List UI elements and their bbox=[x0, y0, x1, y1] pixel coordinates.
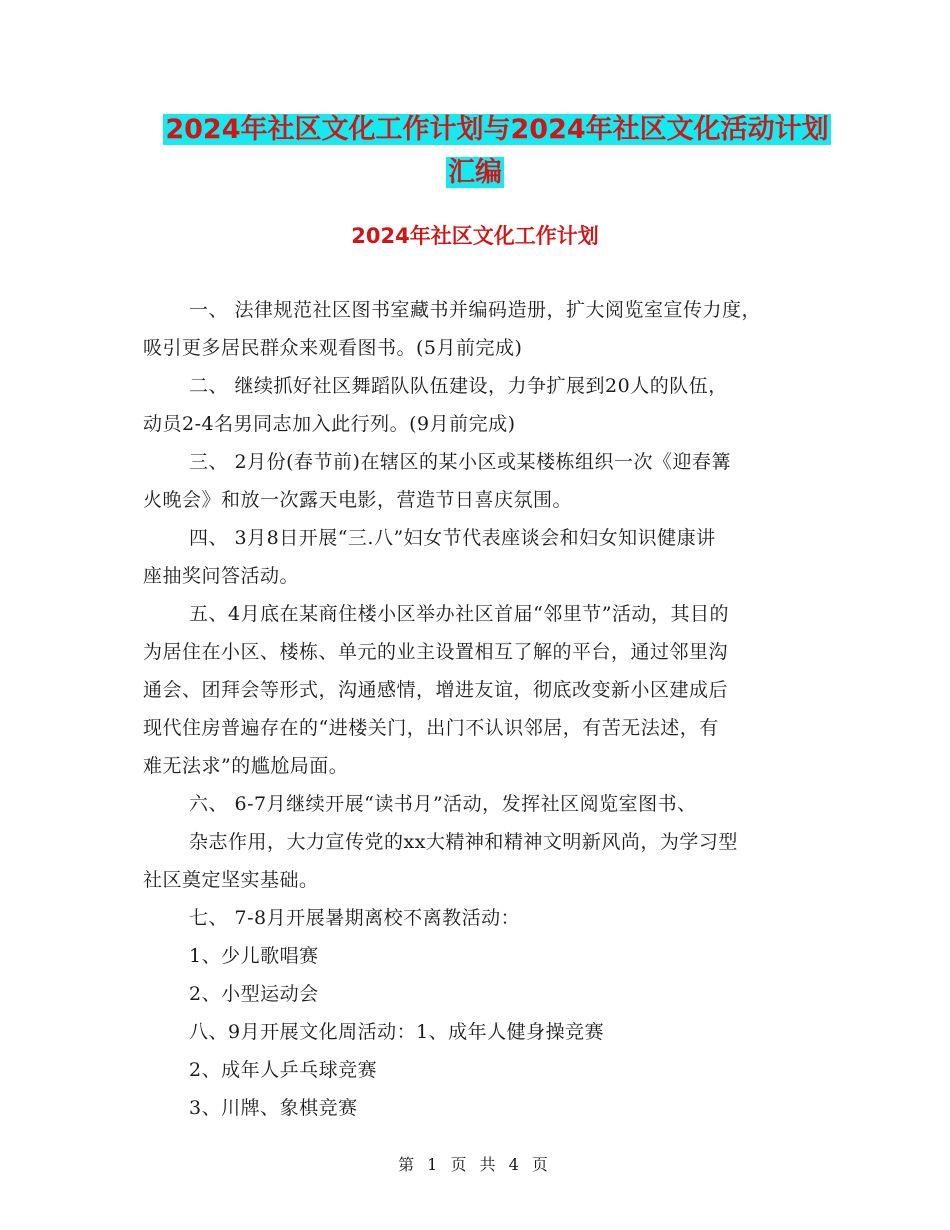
paragraph-line: 座抽奖问答活动。 bbox=[143, 565, 300, 587]
paragraph-line: 社区奠定坚实基础。 bbox=[143, 869, 319, 891]
paragraph-line: 2、成年人乒乓球竞赛 bbox=[189, 1059, 378, 1081]
paragraph-line: 现代住房普遍存在的“进楼关门，出门不认识邻居，有苦无法述，有 bbox=[143, 717, 719, 739]
document-title-text1: 2024年社区文化工作计划与2024年社区文化活动计划 bbox=[165, 114, 829, 145]
document-title-text2: 汇编 bbox=[448, 157, 502, 188]
paragraph-line: 三、 2月份(春节前)在辖区的某小区或某楼栋组织一次《迎春篝 bbox=[189, 451, 731, 473]
paragraph-line: 六、 6-7月继续开展“读书月”活动，发挥社区阅览室图书、 bbox=[189, 793, 697, 815]
paragraph-line: 四、 3月8日开展“三.八”妇女节代表座谈会和妇女知识健康讲 bbox=[189, 527, 716, 549]
paragraph-line: 八、9月开展文化周活动：1、成年人健身操竞赛 bbox=[189, 1021, 605, 1043]
paragraph-line: 难无法求”的尴尬局面。 bbox=[143, 755, 349, 777]
section-title: 2024年社区文化工作计划 bbox=[351, 224, 599, 248]
paragraph-line: 杂志作用，大力宣传党的xx大精神和精神文明新风尚，为学习型 bbox=[189, 831, 738, 853]
paragraph-line: 七、 7-8月开展暑期离校不离教活动： bbox=[189, 907, 521, 929]
document-title-line2 bbox=[0, 153, 950, 193]
paragraph-line: 火晚会》和放一次露天电影，营造节日喜庆氛围。 bbox=[143, 489, 573, 511]
paragraph-line: 吸引更多居民群众来观看图书。(5月前完成) bbox=[143, 337, 523, 359]
page-footer: 第 1 页 共 4 页 bbox=[398, 1155, 552, 1174]
document-title-line1 bbox=[22, 110, 950, 150]
paragraph-line: 动员2-4名男同志加入此行列。(9月前完成) bbox=[143, 413, 516, 435]
paragraph-line: 为居住在小区、楼栋、单元的业主设置相互了解的平台，通过邻里沟 bbox=[143, 641, 729, 663]
paragraph-line: 二、 继续抓好社区舞蹈队队伍建设，力争扩展到20人的队伍， bbox=[189, 375, 728, 397]
paragraph-line: 一、 法律规范社区图书室藏书并编码造册，扩大阅览室宣传力度， bbox=[189, 299, 762, 321]
paragraph-line: 五、4月底在某商住楼小区举办社区首届“邻里节”活动，其目的 bbox=[189, 603, 730, 625]
paragraph-line: 1、少儿歌唱赛 bbox=[189, 945, 319, 967]
paragraph-line: 2、小型运动会 bbox=[189, 983, 319, 1005]
paragraph-line: 3、川牌、象棋竞赛 bbox=[189, 1097, 358, 1119]
paragraph-line: 通会、团拜会等形式，沟通感情，增进友谊，彻底改变新小区建成后 bbox=[143, 679, 729, 701]
